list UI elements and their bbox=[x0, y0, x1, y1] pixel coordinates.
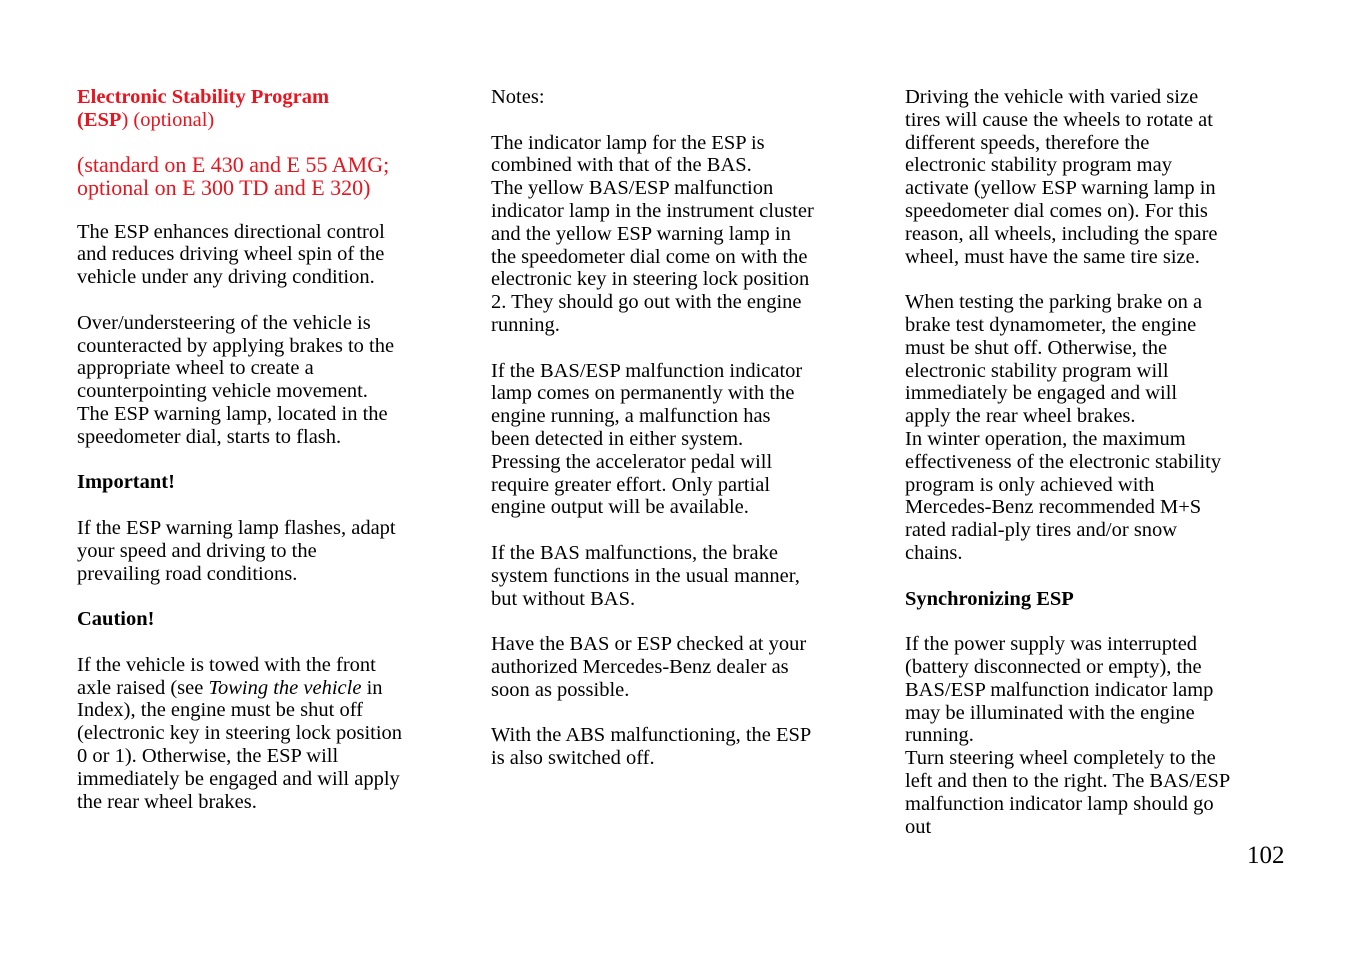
text-line: If the power supply was interrupted bbox=[905, 633, 1198, 656]
text-line: activate (yellow ESP warning lamp in bbox=[905, 177, 1216, 200]
text-line: If the BAS/ESP malfunction indicator bbox=[491, 359, 803, 382]
text-line: If the vehicle is towed with the front bbox=[77, 653, 376, 676]
text-line: your speed and driving to the bbox=[77, 539, 317, 562]
text-line: and reduces driving wheel spin of the bbox=[77, 243, 385, 266]
text-line: apply the rear wheel brakes. bbox=[905, 405, 1136, 428]
text-line: The ESP warning lamp, located in the bbox=[77, 402, 388, 425]
paragraph-important bbox=[77, 517, 457, 585]
text-line: the rear wheel brakes. bbox=[77, 790, 257, 813]
text-line: If the BAS malfunctions, the brake bbox=[491, 541, 778, 564]
section-title-line2 bbox=[77, 109, 457, 132]
caution-heading: Caution! bbox=[77, 608, 155, 631]
text-line: Over/understeering of the vehicle is bbox=[77, 311, 371, 334]
text-line: reason, all wheels, including the spare bbox=[905, 222, 1218, 245]
text-line: electronic key in steering lock position bbox=[491, 268, 810, 291]
synchronizing-heading: Synchronizing ESP bbox=[905, 587, 1074, 610]
section-title-line1: Electronic Stability Program bbox=[77, 86, 330, 108]
text-line: require greater effort. Only partial bbox=[491, 473, 771, 496]
column-middle bbox=[491, 86, 871, 770]
standard-note-line1: (standard on E 430 and E 55 AMG; bbox=[77, 151, 390, 177]
text-line: combined with that of the BAS. bbox=[491, 154, 752, 177]
text-line: appropriate wheel to create a bbox=[77, 357, 314, 380]
caution-pre: axle raised (see bbox=[77, 676, 209, 699]
text-line: In winter operation, the maximum bbox=[905, 427, 1186, 450]
text-line: running. bbox=[491, 313, 560, 336]
text-line: must be shut off. Otherwise, the bbox=[905, 336, 1168, 359]
text-line: Have the BAS or ESP checked at your bbox=[491, 633, 807, 656]
text-line: soon as possible. bbox=[491, 678, 630, 701]
text-line: and the yellow ESP warning lamp in bbox=[491, 222, 791, 245]
text-line: left and then to the right. The BAS/ESP bbox=[905, 769, 1231, 792]
text-line: If the ESP warning lamp flashes, adapt bbox=[77, 516, 396, 539]
paragraph-parking-brake bbox=[905, 291, 1295, 565]
text-line: electronic stability program may bbox=[905, 154, 1172, 177]
text-line: Driving the vehicle with varied size bbox=[905, 86, 1199, 108]
text-line: Pressing the accelerator pedal will bbox=[491, 450, 773, 473]
paragraph-synchronizing bbox=[905, 633, 1295, 838]
text-line: program is only achieved with bbox=[905, 473, 1155, 496]
text-line: (battery disconnected or empty), the bbox=[905, 655, 1202, 678]
section-title-optional: (optional) bbox=[128, 108, 215, 131]
paragraph-indicator-lamp bbox=[491, 132, 871, 337]
paragraph-dealer-check bbox=[491, 633, 871, 701]
paragraph-tire-size bbox=[905, 86, 1295, 268]
text-line: The indicator lamp for the ESP is bbox=[491, 131, 765, 154]
text-line: tires will cause the wheels to rotate at bbox=[905, 108, 1213, 131]
text-line: but without BAS. bbox=[491, 587, 636, 610]
section-title-paren: ) bbox=[121, 108, 129, 131]
paragraph-oversteer bbox=[77, 312, 457, 449]
text-line: Turn steering wheel completely to the bbox=[905, 747, 1216, 770]
text-line: speedometer dial, starts to flash. bbox=[77, 425, 342, 448]
text-line: lamp comes on permanently with the bbox=[491, 382, 795, 405]
caution-post: in bbox=[361, 676, 383, 699]
text-line: engine running, a malfunction has bbox=[491, 405, 771, 428]
text-line: may be illuminated with the engine bbox=[905, 701, 1195, 724]
section-title-esp: (ESP bbox=[77, 108, 122, 131]
text-line: 0 or 1). Otherwise, the ESP will bbox=[77, 744, 339, 767]
text-line: different speeds, therefore the bbox=[905, 131, 1150, 154]
text-line: speedometer dial comes on). For this bbox=[905, 199, 1208, 222]
text-line: been detected in either system. bbox=[491, 427, 744, 450]
text-line: When testing the parking brake on a bbox=[905, 291, 1203, 314]
text-line: prevailing road conditions. bbox=[77, 562, 298, 585]
text-line: engine output will be available. bbox=[491, 496, 749, 519]
text-line: vehicle under any driving condition. bbox=[77, 266, 375, 289]
important-heading: Important! bbox=[77, 471, 175, 494]
page-number: 102 bbox=[1247, 842, 1285, 869]
paragraph-bas-malfunction bbox=[491, 542, 871, 610]
text-line: immediately be engaged and will bbox=[905, 382, 1178, 405]
text-line: chains. bbox=[905, 541, 963, 564]
text-line: effectiveness of the electronic stability bbox=[905, 450, 1222, 473]
text-line: Mercedes-Benz recommended M+S bbox=[905, 496, 1202, 519]
towing-reference: Towing the vehicle bbox=[208, 676, 362, 699]
text-line: authorized Mercedes-Benz dealer as bbox=[491, 655, 789, 678]
text-line bbox=[77, 677, 457, 700]
notes-heading: Notes: bbox=[491, 86, 545, 108]
text-line: out bbox=[905, 815, 932, 838]
text-line: brake test dynamometer, the engine bbox=[905, 313, 1197, 336]
text-line: counteracted by applying brakes to the bbox=[77, 334, 395, 357]
column-right bbox=[905, 86, 1295, 838]
paragraph-abs bbox=[491, 724, 871, 770]
text-line: malfunction indicator lamp should go bbox=[905, 792, 1214, 815]
text-line: immediately be engaged and will apply bbox=[77, 767, 400, 790]
paragraph-malfunction bbox=[491, 360, 871, 520]
text-line: electronic stability program will bbox=[905, 359, 1169, 382]
text-line: indicator lamp in the instrument cluster bbox=[491, 199, 814, 222]
text-line: With the ABS malfunctioning, the ESP bbox=[491, 724, 812, 747]
text-line: The yellow BAS/ESP malfunction bbox=[491, 177, 774, 200]
paragraph-caution bbox=[77, 654, 457, 814]
text-line: system functions in the usual manner, bbox=[491, 564, 800, 587]
text-line: running. bbox=[905, 724, 974, 747]
paragraph-esp-intro bbox=[77, 221, 457, 289]
text-line: BAS/ESP malfunction indicator lamp bbox=[905, 678, 1214, 701]
text-line: the speedometer dial come on with the bbox=[491, 245, 808, 268]
text-line: is also switched off. bbox=[491, 747, 655, 770]
text-line: The ESP enhances directional control bbox=[77, 220, 385, 243]
text-line: rated radial-ply tires and/or snow bbox=[905, 519, 1178, 542]
text-line: counterpointing vehicle movement. bbox=[77, 380, 368, 403]
column-left bbox=[77, 86, 457, 813]
text-line: 2. They should go out with the engine bbox=[491, 291, 802, 314]
text-line: (electronic key in steering lock position bbox=[77, 722, 403, 745]
text-line: wheel, must have the same tire size. bbox=[905, 245, 1200, 268]
text-line: Index), the engine must be shut off bbox=[77, 699, 363, 722]
standard-note-line2: optional on E 300 TD and E 320) bbox=[77, 175, 371, 201]
